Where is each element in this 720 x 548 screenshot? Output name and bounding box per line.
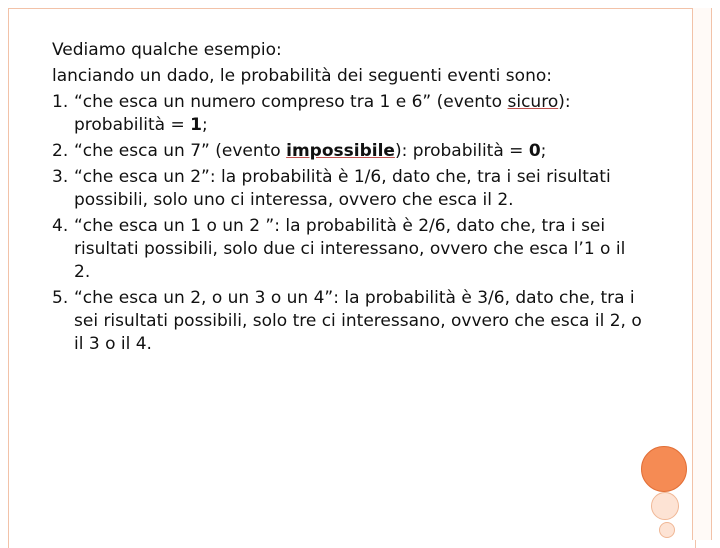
- intro-line-1: Vediamo qualche esempio:: [52, 40, 282, 60]
- item-text: “che esca un 1 o un 2 ”: la probabilità è 2/6, dato che, tra i sei risultati possibili, solo due ci interessano, ovvero che esca l’1 o il 2.: [74, 216, 626, 282]
- list-item-1: [52, 91, 642, 137]
- slide-frame-side-bar: [692, 8, 712, 540]
- item-text-part: “che esca un numero compreso tra 1 e 6” (evento: [74, 92, 508, 112]
- list-item-5: [52, 287, 642, 356]
- item-text-part: ): probabilità =: [74, 92, 571, 135]
- item-number: 1.: [52, 92, 69, 112]
- decorative-circle-small: [659, 522, 675, 538]
- keyword-impossibile: impossibile: [286, 141, 395, 161]
- item-text-part: ): probabilità =: [394, 141, 529, 161]
- item-text: “che esca un 2”: la probabilità è 1/6, dato che, tra i sei risultati possibili, solo uno ci interessa, ovvero che esca il 2.: [74, 167, 611, 210]
- decorative-circle-large: [641, 446, 687, 492]
- list-item-2: [52, 140, 642, 163]
- item-text: [74, 91, 642, 137]
- item-text: “che esca un 2, o un 3 o un 4”: la probabilità è 3/6, dato che, tra i sei risultati possibili, solo tre ci interessano, ovvero che esca il 2, o il 3 o il 4.: [74, 288, 642, 354]
- list-item-4: [52, 215, 642, 284]
- item-number: 5.: [52, 288, 69, 308]
- list-item-3: [52, 166, 642, 212]
- item-number: 3.: [52, 167, 69, 187]
- slide-content: [52, 39, 642, 356]
- keyword-sicuro: sicuro: [507, 92, 559, 112]
- item-text-part: ;: [540, 141, 547, 161]
- item-text-part: “che esca un 7” (evento: [74, 141, 287, 161]
- probability-value: 1: [190, 115, 202, 135]
- item-number: 4.: [52, 216, 69, 236]
- item-text-part: ;: [201, 115, 208, 135]
- decorative-circle-medium: [651, 492, 679, 520]
- item-text: [74, 140, 642, 163]
- item-number: 2.: [52, 141, 69, 161]
- intro-line-2: lanciando un dado, le probabilità dei seguenti eventi sono:: [52, 66, 552, 86]
- probability-value: 0: [528, 141, 541, 161]
